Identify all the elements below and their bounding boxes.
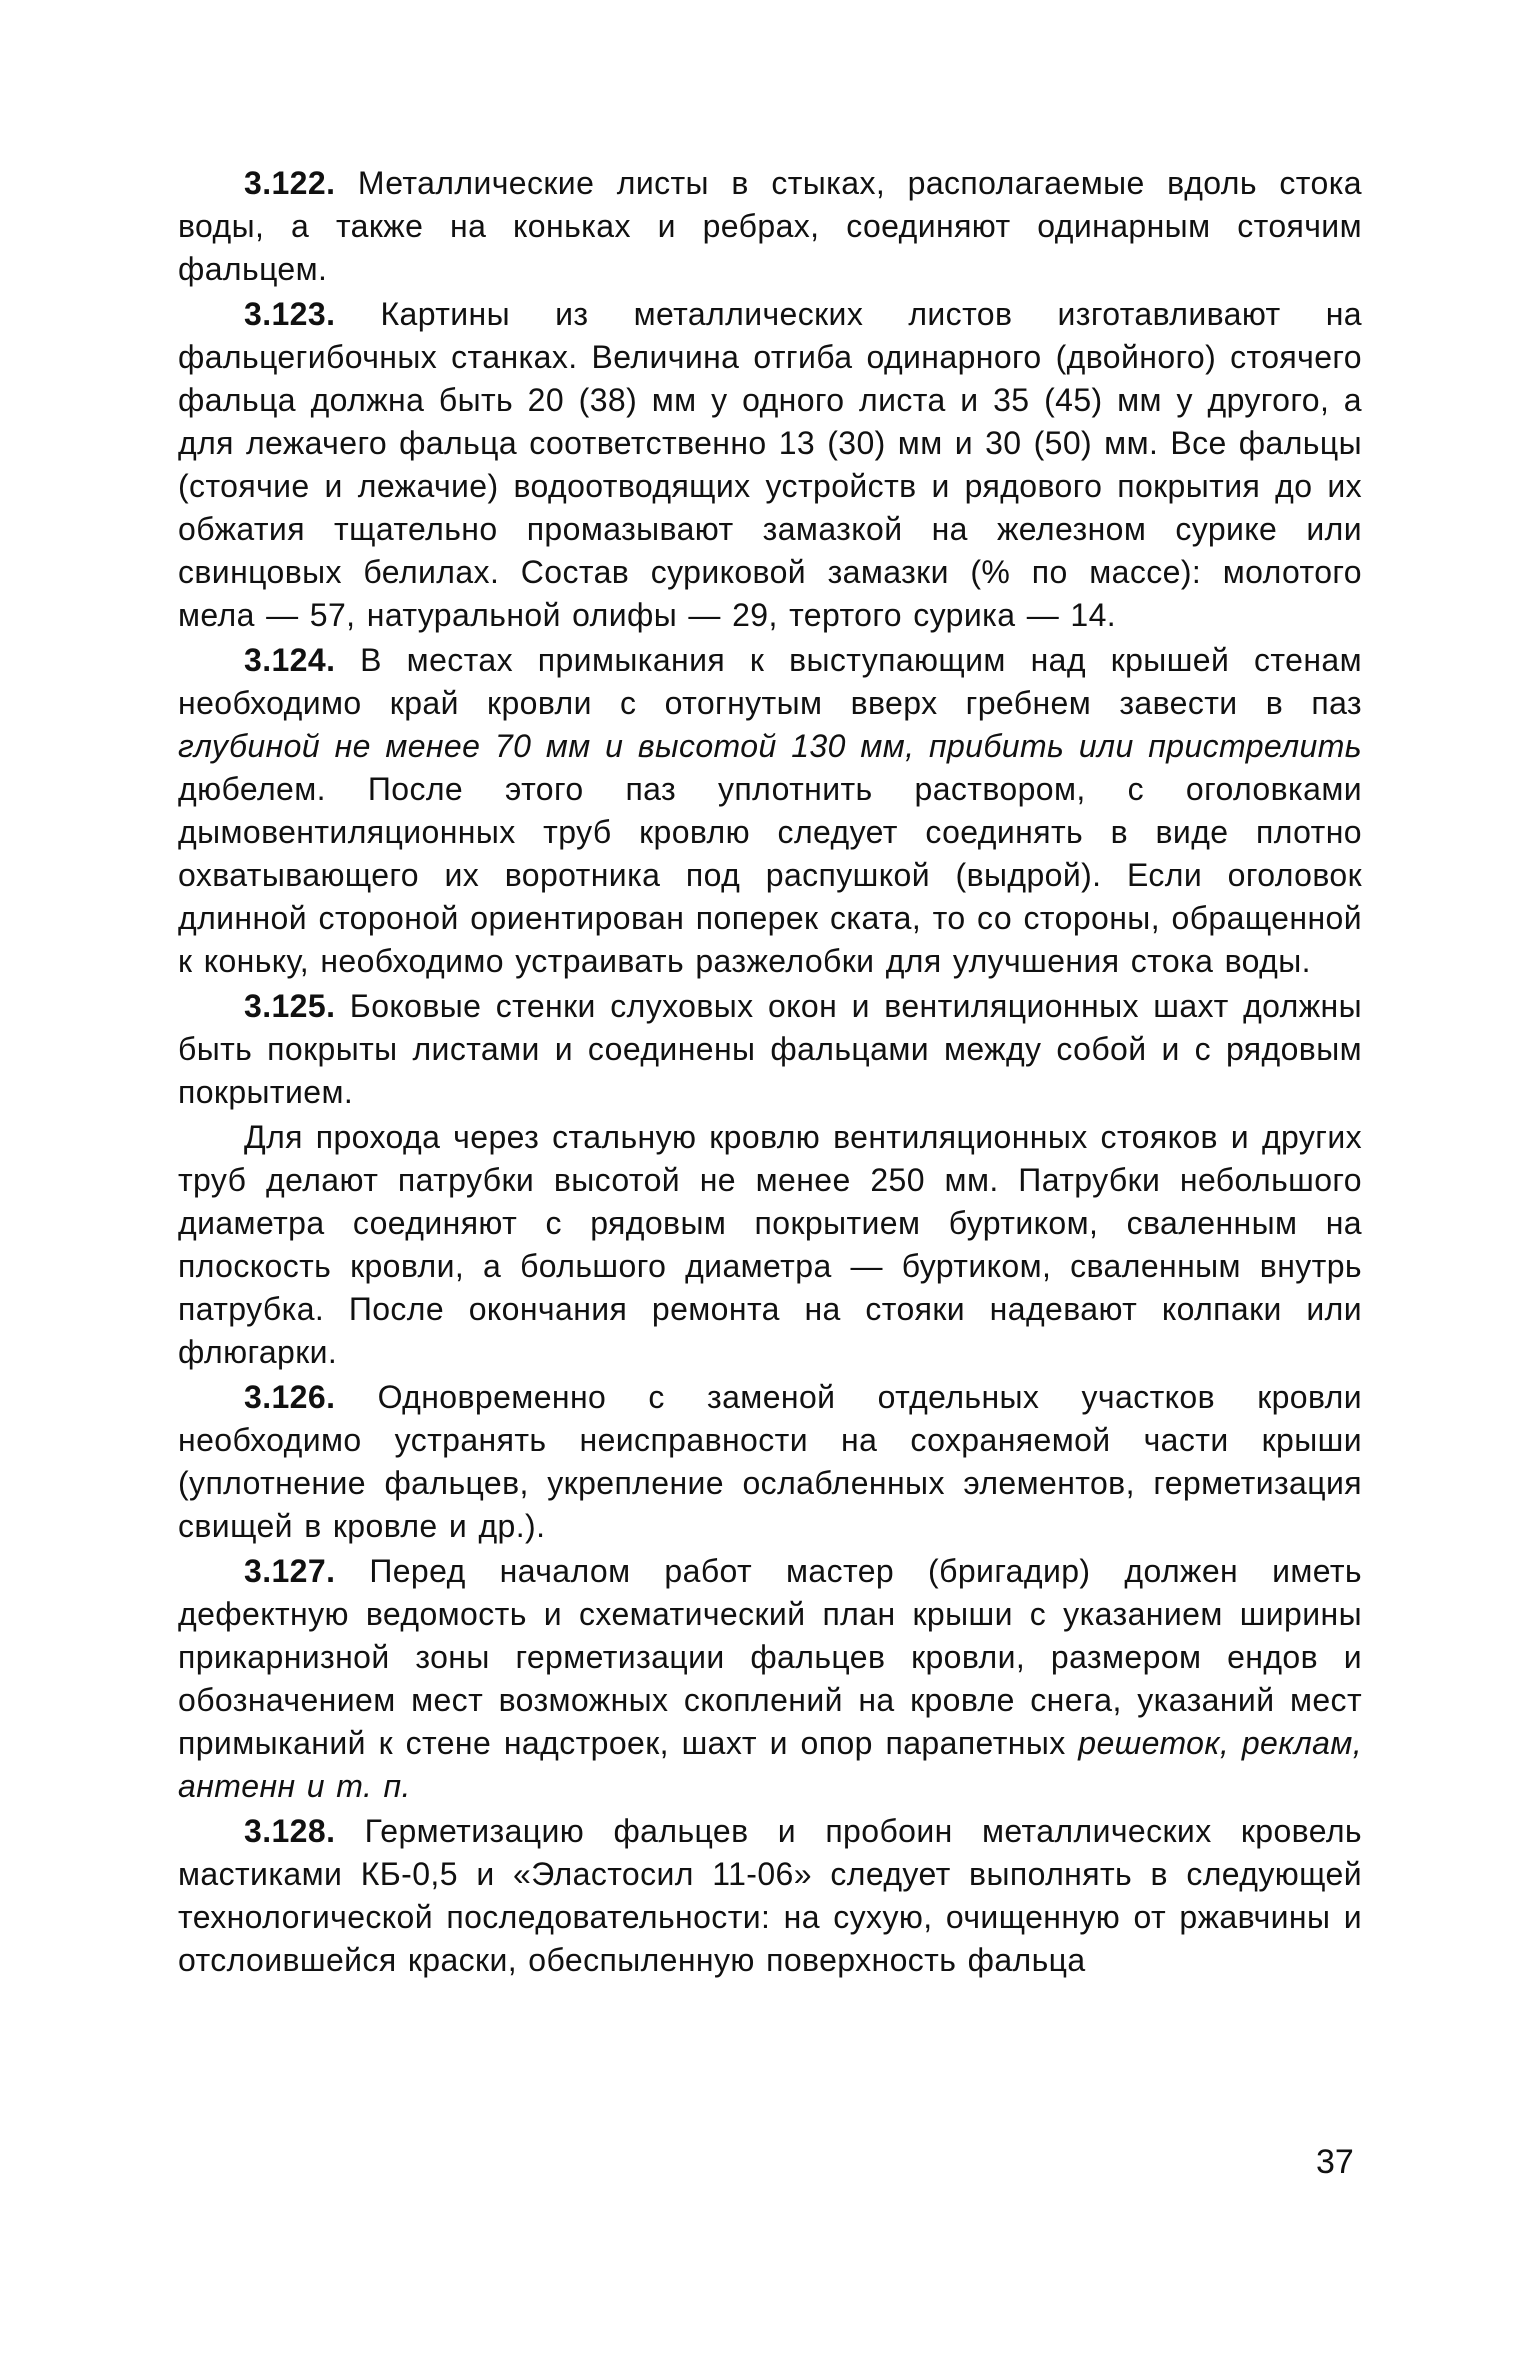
paragraph-italic-text: решеток, реклам, антенн и т. п. bbox=[178, 1725, 1362, 1804]
paragraph-text: В местах примыкания к выступающим над крышей стенам необходимо край кровли с отогнутым вверх гребнем завести в паз bbox=[178, 642, 1362, 721]
clause-number: 3.125. bbox=[244, 988, 336, 1024]
clause-number: 3.122. bbox=[244, 165, 336, 201]
paragraph-3-125 bbox=[178, 985, 1362, 1114]
paragraph-text: Для прохода через стальную кровлю вентиляционных стояков и других труб делают патрубки высотой не менее 250 мм. Патрубки небольшого диаметра соединяют с рядовым покрытием буртиком, сваленным на плоскость кровли, а большого диаметра — буртиком, сваленным внутрь патрубка. После окончания ремонта на стояки надевают колпаки или флюгарки. bbox=[178, 1119, 1362, 1370]
paragraph-text: Картины из металлических листов изготавливают на фальцегибочных станках. Величина отгиба одинарного (двойного) стоячего фальца должна быть 20 (38) мм у одного листа и 35 (45) мм у другого, а для лежачего фальца соответственно 13 (30) мм и 30 (50) мм. Все фальцы (стоячие и лежачие) водоотводящих устройств и рядового покрытия до их обжатия тщательно промазывают замазкой на железном сурике или свинцовых белилах. Состав суриковой замазки (% по массе): молотого мела — 57, натуральной олифы — 29, тертого сурика — 14. bbox=[178, 296, 1362, 633]
clause-number: 3.127. bbox=[244, 1553, 336, 1589]
paragraph-text: Металлические листы в стыках, располагаемые вдоль стока воды, а также на коньках и ребрах, соединяют одинарным стоячим фальцем. bbox=[178, 165, 1362, 287]
paragraph-text: Герметизацию фальцев и пробоин металлических кровель мастиками КБ-0,5 и «Эластосил 11-06» следует выполнять в следующей технологической последовательности: на сухую, очищенную от ржавчины и отслоившейся краски, обеспыленную поверхность фальца bbox=[178, 1813, 1362, 1978]
paragraph-3-123 bbox=[178, 293, 1362, 637]
paragraph-3-128 bbox=[178, 1810, 1362, 1982]
paragraph-3-126 bbox=[178, 1376, 1362, 1548]
clause-number: 3.128. bbox=[244, 1813, 336, 1849]
paragraph-text: Перед началом работ мастер (бригадир) должен иметь дефектную ведомость и схематический план крыши с указанием ширины прикарнизной зоны герметизации фальцев кровли, размером ендов и обозначением мест возможных скоплений на кровле снега, указаний мест примыканий к стене надстроек, шахт и опор парапетных bbox=[178, 1553, 1363, 1761]
page-number: 37 bbox=[1316, 2143, 1354, 2181]
clause-number: 3.126. bbox=[244, 1379, 336, 1415]
paragraph-3-122 bbox=[178, 162, 1362, 291]
document-page bbox=[178, 162, 1362, 1984]
clause-number: 3.123. bbox=[244, 296, 336, 332]
paragraph-text: Боковые стенки слуховых окон и вентиляционных шахт должны быть покрыты листами и соединены фальцами между собой и с рядовым покрытием. bbox=[178, 988, 1362, 1110]
paragraph-text: Одновременно с заменой отдельных участков кровли необходимо устранять неисправности на сохраняемой части крыши (уплотнение фальцев, укрепление ослабленных элементов, герметизация свищей в кровле и др.). bbox=[178, 1379, 1363, 1544]
paragraph-3-124 bbox=[178, 639, 1362, 983]
paragraph-text-continued: дюбелем. После этого паз уплотнить раствором, с оголовками дымовентиляционных труб кровлю следует соединять в виде плотно охватывающего их воротника под распушкой (выдрой). Если оголовок длинной стороной ориентирован поперек ската, то со стороны, обращенной к коньку, необходимо устраивать разжелобки для улучшения стока воды. bbox=[178, 771, 1362, 979]
paragraph-italic-text: глубиной не менее 70 мм и высотой 130 мм, прибить или пристрелить bbox=[178, 728, 1362, 764]
paragraph-3-127 bbox=[178, 1550, 1362, 1808]
clause-number: 3.124. bbox=[244, 642, 336, 678]
paragraph-3-125-continued bbox=[178, 1116, 1362, 1374]
